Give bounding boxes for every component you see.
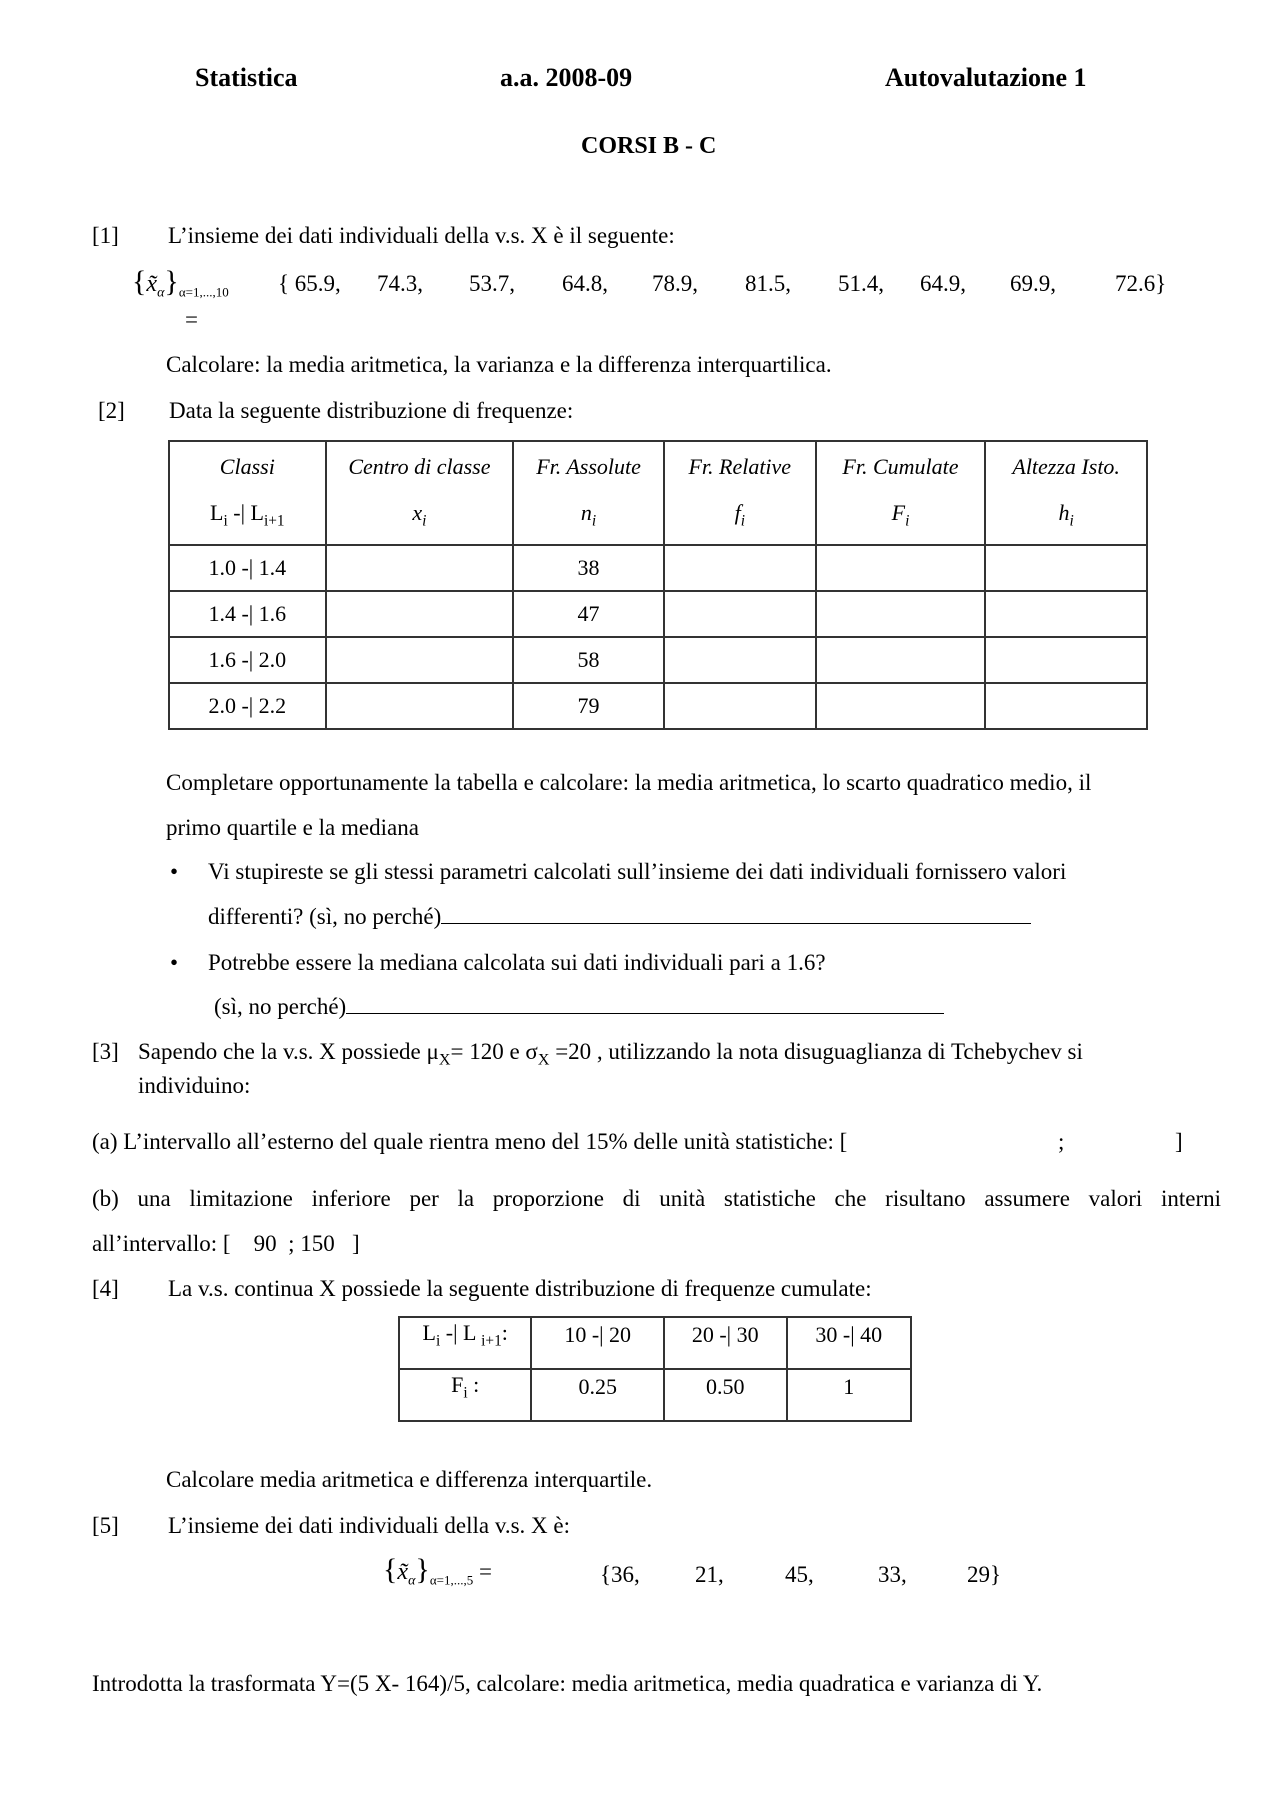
- header-cell: Centro di classe $x_i$: [326, 441, 514, 545]
- q2-intro: Data la seguente distribuzione di frequenze:: [169, 398, 574, 423]
- empty-cell: [816, 637, 986, 683]
- frequency-table: [168, 440, 1148, 730]
- q2-bullet2-line1: Potrebbe essere la mediana calcolata sui dati individuali pari a 1.6?: [208, 950, 826, 975]
- empty-cell: [816, 683, 986, 729]
- q3-b-line1: (b) una limitazione inferiore per la proporzione di unità statistiche che risultano assumere valori interni: [92, 1186, 1221, 1211]
- class-cell: 10 -| 20: [531, 1317, 664, 1369]
- header-cell: Altezza Isto. $h_i$: [985, 441, 1147, 545]
- row-label-cell: $F_i$ :: [399, 1369, 531, 1421]
- header-cell: Fr. Cumulate $F_i$: [816, 441, 986, 545]
- empty-cell: [326, 683, 514, 729]
- class-cell: 1.0 -| 1.4: [169, 545, 326, 591]
- table-header-row: [169, 441, 1147, 545]
- q2-bullet1-line1: Vi stupireste se gli stessi parametri calcolati sull’insieme dei dati individuali fornissero valori: [208, 859, 1067, 884]
- header-cell: Fr. Assolute $n_i$: [513, 441, 664, 545]
- empty-cell: [816, 545, 986, 591]
- empty-cell: [664, 591, 816, 637]
- q1-set-notation: $\{x̃_\alpha\}_{\alpha=1,...,10}$: [132, 265, 229, 301]
- q5-value: 29}: [967, 1562, 1002, 1587]
- empty-cell: [664, 545, 816, 591]
- q1-value: 64.9,: [920, 271, 966, 296]
- q1-value: 81.5,: [745, 271, 791, 296]
- q2-bullet2-line2: (sì, no perché): [214, 993, 944, 1020]
- academic-year: a.a. 2008-09: [500, 63, 633, 92]
- table-row: [399, 1317, 911, 1369]
- page-title: Autovalutazione 1: [885, 63, 1087, 92]
- answer-blank[interactable]: [441, 903, 1031, 924]
- q3-a: (a) L’intervallo all’esterno del quale rientra meno del 15% delle unità statistiche: [: [92, 1129, 848, 1154]
- q2-task-line2: primo quartile e la mediana: [166, 815, 419, 840]
- abs-freq-cell: 38: [513, 545, 664, 591]
- q5-value: 21,: [695, 1562, 724, 1587]
- table-row: [169, 683, 1147, 729]
- q5-final: Introdotta la trasformata Y=(5 X- 164)/5, calcolare: media aritmetica, media quadratica e varianza di Y.: [92, 1671, 1043, 1696]
- q5-intro: L’insieme dei dati individuali della v.s. X è:: [168, 1513, 570, 1538]
- q1-number: [1]: [92, 223, 119, 248]
- bullet-icon: •: [170, 950, 179, 975]
- cumulative-cell: 0.25: [531, 1369, 664, 1421]
- empty-cell: [326, 591, 514, 637]
- empty-cell: [985, 591, 1147, 637]
- bullet-icon: •: [170, 859, 179, 884]
- q2-number: [2]: [98, 398, 125, 423]
- q4-number: [4]: [92, 1276, 119, 1301]
- q1-value: 74.3,: [377, 271, 423, 296]
- q4-intro: La v.s. continua X possiede la seguente distribuzione di frequenze cumulate:: [168, 1276, 872, 1301]
- abs-freq-cell: 47: [513, 591, 664, 637]
- table-row: [399, 1369, 911, 1421]
- q2-bullet1-line2: differenti? (sì, no perché): [208, 903, 1031, 930]
- q4-task: Calcolare media aritmetica e differenza interquartile.: [166, 1467, 653, 1492]
- abs-freq-cell: 79: [513, 683, 664, 729]
- empty-cell: [816, 591, 986, 637]
- page-subtitle: CORSI B - C: [581, 133, 717, 159]
- empty-cell: [326, 545, 514, 591]
- q5-value: 33,: [878, 1562, 907, 1587]
- table-row: [169, 545, 1147, 591]
- cumulative-cell: 1: [787, 1369, 912, 1421]
- q1-intro: L’insieme dei dati individuali della v.s. X è il seguente:: [168, 223, 675, 248]
- class-cell: 30 -| 40: [787, 1317, 912, 1369]
- empty-cell: [985, 683, 1147, 729]
- q1-task: Calcolare: la media aritmetica, la varianza e la differenza interquartilica.: [166, 352, 832, 377]
- answer-blank[interactable]: [346, 993, 944, 1014]
- row-label-cell: $L_i$ -| L $_{i+1}$:: [399, 1317, 531, 1369]
- cumulative-cell: 0.50: [664, 1369, 787, 1421]
- q5-number: [5]: [92, 1513, 119, 1538]
- q3-b-line2: all’intervallo: [ 90 ; 150 ]: [92, 1231, 360, 1256]
- empty-cell: [326, 637, 514, 683]
- course-name: Statistica: [195, 63, 298, 92]
- empty-cell: [664, 637, 816, 683]
- class-cell: 20 -| 30: [664, 1317, 787, 1369]
- header-cell: Fr. Relative $f_i$: [664, 441, 816, 545]
- q2-task-line1: Completare opportunamente la tabella e calcolare: la media aritmetica, lo scarto quadratico medio, il: [166, 770, 1092, 795]
- q1-value: 64.8,: [562, 271, 608, 296]
- q1-value: 69.9,: [1010, 271, 1056, 296]
- q1-equals: =: [185, 307, 198, 332]
- q5-value: {36,: [600, 1562, 640, 1587]
- q1-value: 51.4,: [838, 271, 884, 296]
- q3-statement-line2: individuino:: [138, 1073, 251, 1098]
- q5-value: 45,: [785, 1562, 814, 1587]
- table-row: [169, 591, 1147, 637]
- empty-cell: [664, 683, 816, 729]
- q3-statement: Sapendo che la v.s. X possiede $\mu_X= 120$ e $\sigma_X =20$ , utilizzando la nota disuguaglianza di Tchebychev si: [138, 1039, 1083, 1069]
- q1-value: { 65.9,: [278, 271, 341, 296]
- q5-set-notation: $\{x̃_\alpha\}_{\alpha=1,...,5}$ =: [383, 1553, 492, 1589]
- q3-a-separator: ;: [1058, 1129, 1065, 1154]
- q3-a-close: ]: [1175, 1129, 1183, 1154]
- q1-value: 72.6}: [1115, 271, 1167, 296]
- empty-cell: [985, 545, 1147, 591]
- empty-cell: [985, 637, 1147, 683]
- class-cell: 2.0 -| 2.2: [169, 683, 326, 729]
- abs-freq-cell: 58: [513, 637, 664, 683]
- class-cell: 1.6 -| 2.0: [169, 637, 326, 683]
- class-cell: 1.4 -| 1.6: [169, 591, 326, 637]
- cumulative-table: [398, 1316, 912, 1422]
- q1-value: 53.7,: [469, 271, 515, 296]
- q3-number: [3]: [92, 1039, 119, 1064]
- header-cell: Classi $L_i$ -| $L_{i+1}$: [169, 441, 326, 545]
- table-row: [169, 637, 1147, 683]
- q1-value: 78.9,: [652, 271, 698, 296]
